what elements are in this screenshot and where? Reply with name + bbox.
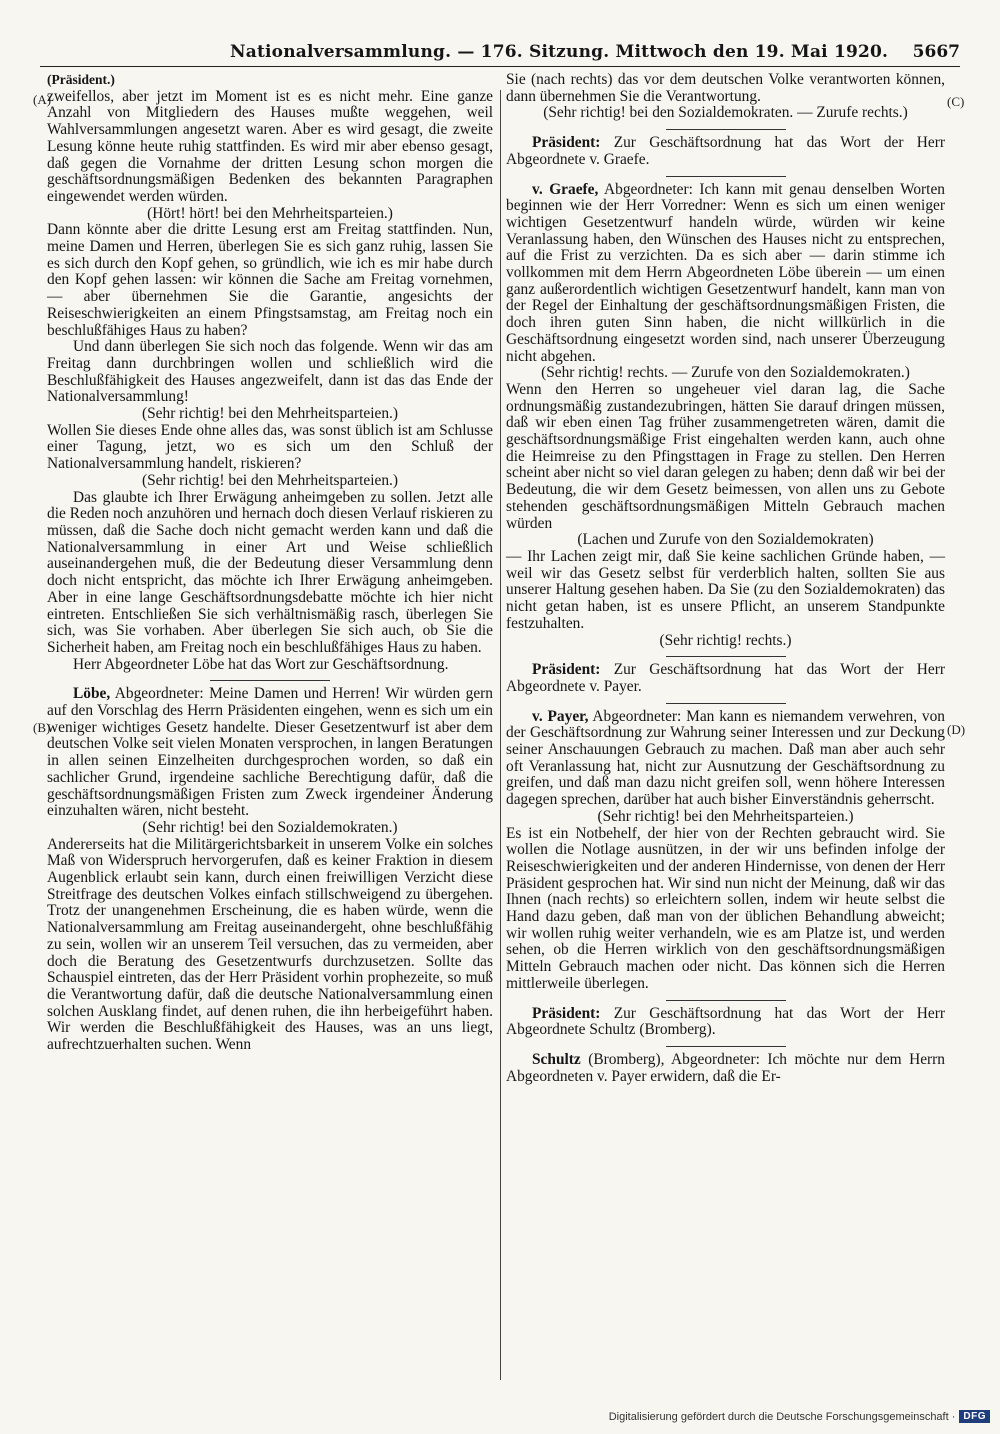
section-separator: [666, 1046, 786, 1047]
header-rule: [40, 66, 960, 67]
paragraph: zweifellos, aber jetzt im Moment ist es es nicht mehr. Eine ganze Anzahl von Mitgliedern des Hauses mußte weggehen, weil Wahlversammlungen angesetzt waren. Aber es wird gesagt, die zweite Lesung könne heute ruhig stattfinden. Es wird mir aber ebenso gesagt, daß gegen die Vornahme der dritten Lesung schon morgen die geschäftsordnungsmäßigen Bedenken des bekannten Paragraphen eingewendet werden würden.: [47, 87, 493, 205]
paragraph: — Ihr Lachen zeigt mir, daß Sie keine sachlichen Gründe haben, — weil wir das Gesetz selbst für verderblich halten, sollten Sie aus unserer Haltung gesehen haben. Da Sie (zu den Sozialdemokraten) das nicht getan haben, ist es unsere Pflicht, an unserem Standpunkte festzuhalten.: [506, 547, 945, 632]
section-separator: [666, 129, 786, 130]
credit-text: Digitalisierung gefördert durch die Deutsche Forschungsgemeinschaft ·: [608, 1410, 956, 1423]
header-title: Nationalversammlung. — 176. Sitzung. Mittwoch den 19. Mai 1920.: [230, 42, 889, 62]
paragraph: Wollen Sie dieses Ende ohne alles das, was sonst üblich ist am Schlusse einer Tagung, jetzt, wo es sich um den Schluß der Nationalversammlung handelt, riskieren?: [47, 421, 493, 473]
speech-loebe: [47, 686, 493, 820]
page-number: 5667: [912, 42, 960, 62]
speaker-name: Präsident:: [532, 661, 601, 679]
speaker-name: v. Graefe,: [532, 180, 599, 198]
speech-text: Zur Geschäftsordnung hat das Wort der Herr Abgeordnete v. Payer.: [506, 661, 945, 695]
paragraph: Herr Abgeordneter Löbe hat das Wort zur Geschäftsordnung.: [73, 655, 449, 673]
interjection: (Lachen und Zurufe von den Sozialdemokraten): [577, 531, 874, 549]
speech-payer: [506, 709, 945, 809]
speaker-name: Schultz: [532, 1050, 581, 1068]
dfg-logo-icon: DFG: [959, 1410, 990, 1423]
paragraph: Und dann überlegen Sie sich noch das folgende. Wenn wir das am Freitag dann durchbringen wollen und schließlich wird die Beschlußfähigkeit des Hauses angezweifelt, dann ist das das Ende der Nationalversammlung!: [47, 338, 493, 406]
margin-marker-a: (A): [33, 92, 52, 107]
section-separator: [666, 176, 786, 177]
margin-marker-d: (D): [947, 722, 966, 737]
paragraph: Dann könnte aber die dritte Lesung erst am Freitag stattfinden. Nun, meine Damen und Herren, überlegen Sie es sich ganz ruhig, lassen Sie es sich durch den Kopf gehen, so gründlich, wie ich es mir habe durch den Kopf gehen lassen: wir können die Sache am Freitag vornehmen, — aber übernehmen Sie die Garantie, angesichts der Reiseschwierigkeiten an einem Pfingstsamstag, am Freitag noch ein beschlußfähiges Haus zu haben?: [47, 221, 493, 339]
paragraph: Es ist ein Notbehelf, der hier von der Rechten gebraucht wird. Sie wollen die Notlage ausnützen, in der wir uns befinden infolge der Reiseschwierigkeiten und der anderen Hindernisse, von denen der Herr Präsident gesprochen hat. Wir sind nun nicht der Meinung, daß wir das Ihnen (nach rechts) so erleichtern sollen, indem wir heute selbst die Hand dazu geben, daß man von der üblichen Behandlung abweicht; wir wollen ruhig weiter verhandeln, wie es am Platze ist, und werden sehen, ob die Herren wirklich von den geschäftsordnungsmäßigen Mitteln Gebrauch machen oder nicht. Das können sich die Herren mittlerweile überlegen.: [506, 824, 945, 992]
president-statement: [506, 662, 945, 695]
president-statement: [506, 1006, 945, 1039]
interjection: (Sehr richtig! bei den Sozialdemokraten. — Zurufe rechts.): [543, 104, 908, 122]
paragraph: Andererseits hat die Militärgerichtsbarkeit in unserem Volke ein solches Maß von Widerspruch hervorgerufen, daß es keiner Fraktion in diesem Augenblick erlaubt sein kann, durch einen freiwilligen Verzicht diese Streitfrage des deutschen Volkes einfach stillschweigend zu übergehen. Trotz der unangenehmen Erscheinung, die es haben würde, wenn die Nationalversammlung am Freitag auseinandergeht, ohne beschlußfähig zu sein, wollen wir an unserem Teil versuchen, das zu vermeiden, aber doch die Beratung des Gesetzentwurfs durchzusetzen. Sollte das Schauspiel eintreten, das der Herr Präsident vorhin prophezeite, so muß die Verantwortung dafür, daß die deutsche Nationalversammlung einen solchen Ausklang findet, auf denen ruhen, die ihn herbeigeführt haben. Wir werden die Beschlußfähigkeit des Hauses, was an uns liegt, aufrechtzuerhalten suchen. Wenn: [47, 835, 493, 1054]
margin-marker-c: (C): [947, 94, 965, 109]
column-divider: [500, 90, 501, 1380]
interjection: (Sehr richtig! bei den Sozialdemokraten.): [142, 818, 398, 836]
speaker-name: Präsident:: [532, 1004, 601, 1022]
interjection: (Sehr richtig! bei den Mehrheitsparteien.): [597, 807, 854, 825]
margin-marker-b: (B): [33, 720, 51, 735]
speech-graefe: [506, 182, 945, 366]
speaker-name: Löbe,: [73, 685, 111, 703]
speech-text: Zur Geschäftsordnung hat das Wort der Herr Abgeordnete v. Graefe.: [506, 134, 945, 168]
section-separator: [666, 656, 786, 657]
section-separator: [666, 1000, 786, 1001]
section-separator: [666, 703, 786, 704]
speech-text: Zur Geschäftsordnung hat das Wort der Herr Abgeordnete Schultz (Bromberg).: [506, 1004, 945, 1039]
president-statement: [506, 135, 945, 168]
interjection: (Sehr richtig! bei den Mehrheitsparteien.): [142, 471, 398, 489]
speech-text: Abgeordneter: Ich kann mit genau denselben Worten beginnen wie der Herr Vorredner: Wenn es sich um einen weniger wichtigen Gesetzentwurf handeln würde, würden wir keine Veranlassung haben, den Wünschen des Hauses nicht zu entsprechen, auf die Frist zu verzichten. Da es sich aber — darin stimme ich vollkommen mit dem Herrn Abgeordneten Löbe überein — um einen ganz außerordentlich wichtigen Gesetzentwurf handelt, kann man von der Regel der Einhaltung der geschäftsordnungsmäßigen Fristen, die doch ihren guten Sinn haben, die nicht willkürlich in die Geschäftsordnung eingesetzt worden sind, nach unserer Überzeugung nicht abgehen.: [506, 180, 945, 365]
paragraph: Das glaubte ich Ihrer Erwägung anheimgeben zu sollen. Jetzt alle die Reden noch anzuhören und hernach doch diesen Verlauf riskieren zu müssen, daß die Sache doch nicht gemacht werden kann und daß die Nationalversammlung in einer Art und Weise schließlich auseinandergehen muß, die der Bedeutung dieser Versammlung denn doch nicht entspricht, das möchte ich Ihrer Erwägung anheimgeben. Aber in eine lange Geschäftsordnungsdebatte möchte ich hier nicht eintreten. Entschließen Sie sich verhältnismäßig rasch, überlegen Sie sich, was Sie vorhaben. Aber überlegen Sie sich auch, ob Sie die Sicherheit haben, am Freitag noch ein beschlußfähiges Haus zu haben.: [47, 488, 493, 656]
left-column: [47, 72, 493, 1054]
speech-text: (Bromberg), Abgeordneter: Ich möchte nur dem Herrn Abgeordneten v. Payer erwidern, daß die Er-: [506, 1050, 945, 1085]
running-header: [40, 42, 960, 68]
digitization-credit: [609, 1410, 990, 1423]
interjection: (Sehr richtig! rechts.): [659, 631, 792, 649]
paragraph: Sie (nach rechts) das vor dem deutschen Volke verantworten können, dann übernehmen Sie die Verantwortung.: [506, 71, 945, 105]
interjection: (Sehr richtig! rechts. — Zurufe von den Sozialdemokraten.): [541, 364, 910, 382]
speech-text: Abgeordneter: Man kann es niemandem verwehren, von der Geschäftsordnung zur Wahrung seiner Interessen und zur Deckung seiner Anschauungen Gebrauch zu machen. Daß man aber auch sehr oft Veranlassung hat, nicht zur Ausnutzung der Geschäftsordnung zu greifen, und daß man dazu nicht greifen soll, wenn höhere Interessen dagegen sprechen, darüber hat auch bisher Einverständnis geherrscht.: [506, 707, 945, 809]
speech-schultz: [506, 1052, 945, 1085]
speaker-name: v. Payer,: [532, 707, 589, 725]
speech-text: Abgeordneter: Meine Damen und Herren! Wir würden gern auf den Vorschlag des Herrn Präsidenten eingehen, wenn es sich um ein weniger wichtiges Gesetz handelte. Dieser Gesetzentwurf ist aber dem deutschen Volke seit vielen Monaten versprochen, in langen Beratungen in allen seinen Einzelheiten durchgesprochen worden, so daß ein sachlicher Grund, irgendeine sachliche Berechtigung dafür, daß die geschäftsordnungsmäßigen Fristen zum Zweck irgendeiner Änderung einzuhalten wären, nicht besteht.: [47, 685, 493, 820]
interjection: (Sehr richtig! bei den Mehrheitsparteien.): [142, 405, 398, 423]
speaker-name: Präsident:: [532, 134, 601, 152]
continued-speaker-label: (Präsident.): [47, 72, 115, 87]
interjection: (Hört! hört! bei den Mehrheitsparteien.): [147, 204, 393, 222]
right-column: [506, 72, 945, 1085]
paragraph: Wenn den Herren so ungeheuer viel daran lag, die Sache ordnungsmäßig zustandezubringen, hätten Sie darauf dringen müssen, daß wir eben einen Tag früher zusammengetreten wären, damit die geschäftsordnungsmäßige Frist eingehalten werden kann, auch ohne die Heimreise zu den Pfingsttagen in Frage zu stellen. Den Herren scheint aber nicht so viel daran gelegen zu haben; denn daß wir bei der Bedeutung, die wir dem Gesetz beimessen, von allen uns zu Gebote stehenden geschäftsordnungsmäßigen Mitteln Gebrauch machen würden: [506, 380, 945, 532]
section-separator: [210, 680, 330, 681]
